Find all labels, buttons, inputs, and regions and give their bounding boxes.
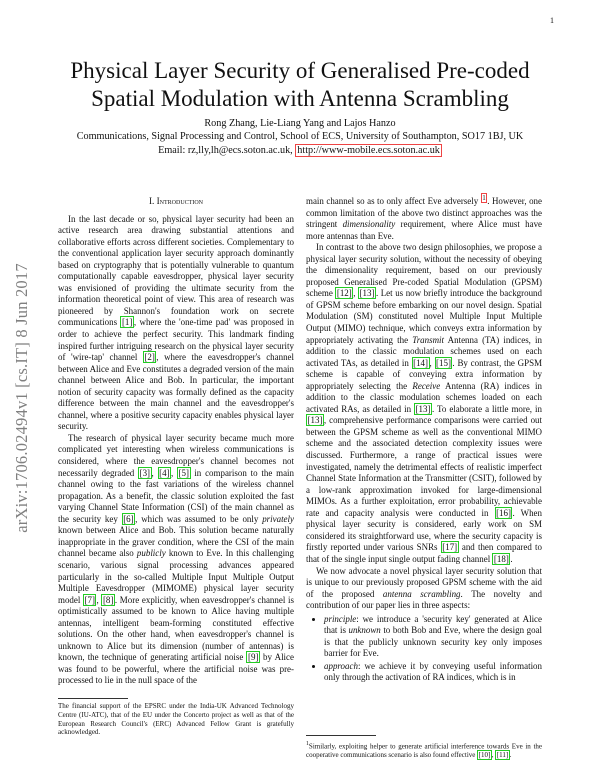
paper-title: Physical Layer Security of Generalised Pre-coded Spatial Modulation with Antenna Scrambling bbox=[70, 58, 530, 111]
author-names: Rong Zhang, Lie-Liang Yang and Lajos Hanzo bbox=[204, 118, 396, 129]
left-column bbox=[58, 196, 294, 687]
left-paragraph-2: The research of physical layer security became much more complicated yet interesting when wireless communications is considered, where the eavesdropper's channel becomes not necessarily degraded [3] , [4] , [5] in comparison to the main channel owing to the fast variations of the wireless channel propagation. As a benefit, the classic solution exploited the fast varying Channel State Information (CSI) of the main channel as the security key [6] , which was assumed to be only privately known between Alice and Bob. This solution became naturally inappropriate in the graver condition, where the CSI of the main channel became also publicly known to Eve. In this challenging scenario, various signal processing advances appeared particularly in the so-called Multiple Input Multiple Output Multiple Eavesdropper (MIMOME) physical layer security model [7] , [8] . More explicitly, when eavesdropper's channel is optimistically assumed to be known to Alice having multiple antennas, intelligent beam-forming constituted effective solutions. On the other hand, when eavesdropper's channel is unknown to Alice but its dimension (number of antennas) is known, the technique of generating artificial noise [9] by Alice was found to be powerful, where the artificial noise was pre-processed to lie in the null space of the bbox=[58, 432, 295, 686]
affiliation: Communications, Signal Processing and Control, School of ECS, University of Southampton, SO17 1BJ, UK bbox=[76, 131, 524, 143]
footnote-rule-left bbox=[58, 698, 128, 699]
right-paragraph-3: We now advocate a novel physical layer security solution that is unique to our previously proposed GPSM scheme with the aid of the proposed antenna scrambling. The novelty and contribution of our paper lies in three aspects: bbox=[306, 565, 542, 611]
list-item: • principle: we introduce a 'security key' generated at Alice that is unknown to both Bob and Eve, where the design goal is that the publicly unknown security key only imposes barrier for Eve. bbox=[324, 614, 542, 660]
footnote-right: $^1$Similarly, exploiting helper to generate artificial interference towards Eve in the cooperative communications scenario is also found effective [10] , [11] . bbox=[306, 741, 542, 760]
footnote-rule-right bbox=[306, 735, 376, 736]
left-paragraph-1: In the last decade or so, physical layer security had been an active research area drawing substantial attentions and collaborative efforts across different societies. Complementary to the conventional application layer security approach dominantly based on cryptography that is potentially vulnerable to quantum computationally capable eavesdropper, physical layer security was envisioned of providing the ultimate security from the information theoretical point of view. This area of research was pioneered by Shannon's foundation work on secrete communications [1] , where the 'one-time pad' was proposed in order to achieve the perfect security. This landmark finding inspired further intriguing research on the physical layer security of 'wire-tap' channel [2] , where the eavesdropper's channel between Alice and Eve constitutes a degraded version of the main channel between Alice and Bob. In particular, the important notion of security capacity was formally defined as the capacity difference between the main channel and the eavesdropper's channel, where a positive security capacity enables physical layer security. bbox=[58, 213, 294, 432]
section-heading: I. Introduction bbox=[148, 196, 204, 206]
arxiv-banner: arXiv:1706.02494v1 [cs.IT] 8 Jun 2017 bbox=[12, 263, 31, 533]
page-number: 1 bbox=[550, 16, 554, 25]
homepage-link[interactable]: http://www-mobile.ecs.soton.ac.uk bbox=[297, 144, 440, 156]
author-block bbox=[50, 117, 550, 157]
right-paragraph-2: In contrast to the above two design philosophies, we propose a physical layer security solution, without the necessity of obeying the dimensionality requirement, based on our previously proposed Generalised Pre-coded Spatial Modulation (GPSM) scheme [12] , [13] . Let us now briefly introduce the background of GPSM scheme before embarking on our novel design. Spatial Modulation (SM) constituted novel Multiple Input Multiple Output (MIMO) technique, which conveys extra information by appropriately activating the Transmit Antenna (TA) indices, in addition to the classic modulation schemes used on each activated TAs, as detailed in [14] , [15] . By contrast, the GPSM scheme is capable of conveying extra information by appropriately selecting the Receive Antenna (RA) indices in addition to the classic modulation schemes loaded on each activated RAs, as detailed in [13] . To elaborate a little more, in [13] , comprehensive performance comparisons were carried out between the GPSM scheme as well as the conventional MIMO scheme and the associated detection complexity issues were discussed. Furthermore, a range of practical issues were investigated, namely the detrimental effects of realistic imperfect Channel State Information at the Transmitter (CSIT), followed by a low-rank approximation invoked for large-dimensional MIMOs. As a further exploitation, error probability, achievable rate and capacity analysis were conducted in [16] . When physical layer security is considered, early work on SM considered its straightforward use, where the security capacity is firstly reported under various SNRs [17] and then compared to that of the single input single output fading channel [18] . bbox=[306, 242, 543, 564]
footnote-left: The financial support of the EPSRC under the India-UK Advanced Technology Centre (IU-ATC), that of the EU under the Concerto project as well as that of the European Research Council's (ERC) Advanced Fellow Grant is gratefully acknowledged. bbox=[58, 702, 294, 737]
email-text: Email: rz,lly,lh@ecs.soton.ac.uk, bbox=[158, 144, 296, 156]
contribution-list bbox=[306, 614, 542, 684]
right-column bbox=[306, 196, 542, 685]
list-item: • approach: we achieve it by conveying useful information only through the activation of RA indices, which is in bbox=[324, 661, 542, 684]
email-line bbox=[50, 144, 550, 157]
right-paragraph-1: main channel so as to only affect Eve adversely $^1$ . However, one common limitation of the above two distinct approaches was the stringent dimensionality requirement, where Alice must have more antennas than Eve. bbox=[306, 194, 543, 241]
